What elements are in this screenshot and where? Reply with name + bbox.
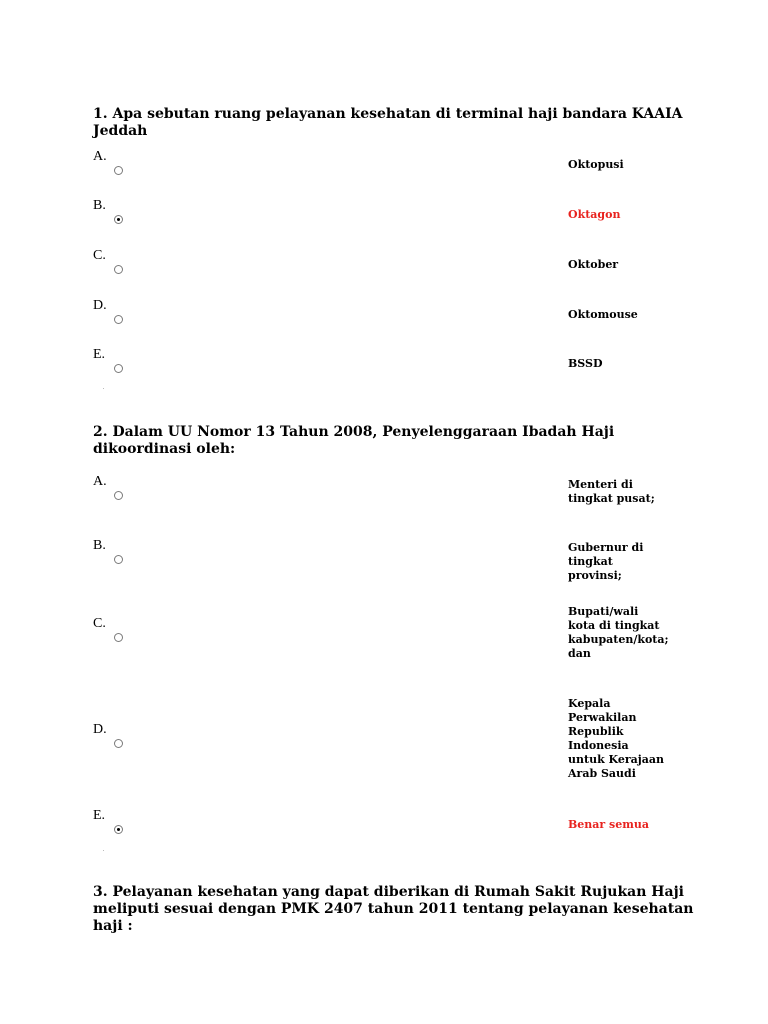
option-2c-radio[interactable] xyxy=(114,633,123,642)
option-1c-answer: Oktober xyxy=(568,258,619,271)
option-2c-letter: C. xyxy=(93,616,106,631)
option-2b-letter: B. xyxy=(93,538,106,553)
option-1e-answer: BSSD xyxy=(568,357,603,370)
question-3-text: 3. Pelayanan kesehatan yang dapat diberikan di Rumah Sakit Rujukan Haji meliputi sesuai dengan PMK 2407 tahun 2011 tentang pelayanan kesehatan haji : xyxy=(93,884,694,934)
option-1c-radio[interactable] xyxy=(114,265,123,274)
option-2d-radio[interactable] xyxy=(114,739,123,748)
option-2a-radio[interactable] xyxy=(114,491,123,500)
option-1c-letter: C. xyxy=(93,248,106,263)
divider-dot xyxy=(103,850,104,851)
option-1b-radio-selected[interactable] xyxy=(114,215,123,224)
option-1b-answer-selected: Oktagon xyxy=(568,208,621,221)
option-1b-letter: B. xyxy=(93,198,106,213)
option-1d-radio[interactable] xyxy=(114,315,123,324)
option-2b-radio[interactable] xyxy=(114,555,123,564)
option-2d-answer: Kepala Perwakilan Republik Indonesia untuk Kerajaan Arab Saudi xyxy=(568,697,664,780)
option-2e-letter: E. xyxy=(93,808,106,823)
divider-dot xyxy=(103,388,104,389)
option-2d-letter: D. xyxy=(93,722,107,737)
question-2-text: 2. Dalam UU Nomor 13 Tahun 2008, Penyelenggaraan Ibadah Haji dikoordinasi oleh: xyxy=(93,424,615,457)
option-2b-answer: Gubernur di tingkat provinsi; xyxy=(568,541,644,582)
option-2e-radio-selected[interactable] xyxy=(114,825,123,834)
option-1a-radio[interactable] xyxy=(114,166,123,175)
option-2c-answer: Bupati/wali kota di tingkat kabupaten/kota; dan xyxy=(568,605,669,660)
option-1e-letter: E. xyxy=(93,347,106,362)
option-1e-radio[interactable] xyxy=(114,364,123,373)
option-1a-answer: Oktopusi xyxy=(568,158,624,171)
question-1-text: 1. Apa sebutan ruang pelayanan kesehatan di terminal haji bandara KAAIA Jeddah xyxy=(93,106,683,139)
option-2a-answer: Menteri di tingkat pusat; xyxy=(568,478,655,505)
option-2a-letter: A. xyxy=(93,474,107,489)
option-1d-answer: Oktomouse xyxy=(568,308,638,321)
option-2e-answer-selected: Benar semua xyxy=(568,818,650,831)
option-1d-letter: D. xyxy=(93,298,107,313)
option-1a-letter: A. xyxy=(93,149,107,164)
